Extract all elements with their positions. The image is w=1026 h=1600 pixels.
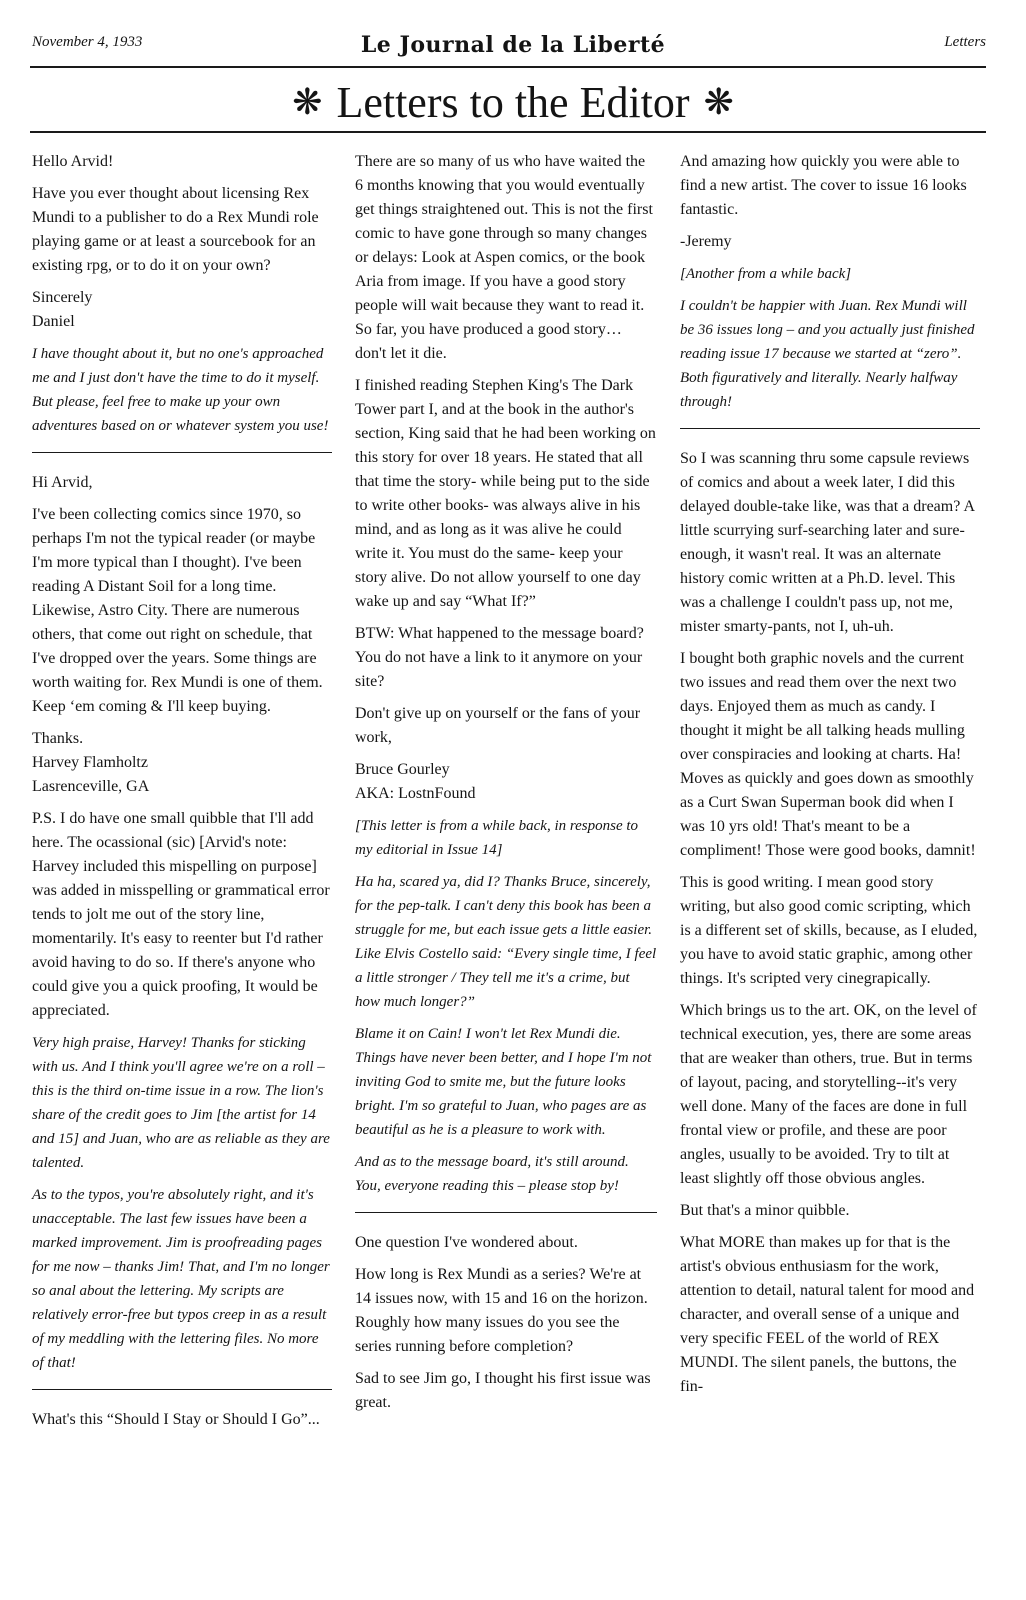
letter-paragraph: BTW: What happened to the message board? You do not have a link to it anymore on your site? <box>355 625 644 690</box>
letter-divider <box>32 1389 332 1390</box>
editor-reply: Blame it on Cain! I won't let Rex Mundi die. Things have never been better, and I hope I'm not inviting God to smite me, but the future looks bright. I'm so grateful to Juan, who pages are as beautiful as he is a pleasure to work with. <box>355 1026 652 1138</box>
letter-paragraph: How long is Rex Mundi as a series? We're at 14 issues now, with 15 and 16 on the horizon. Roughly how many issues do you see the series running before completion? <box>355 1266 648 1355</box>
letter-divider <box>355 1212 657 1213</box>
column-2 <box>355 150 657 1423</box>
letter-paragraph: Bruce Gourley <box>355 761 450 778</box>
letter-paragraph: What MORE than makes up for that is the artist's obvious enthusiasm for the work, attention to detail, natural talent for mood and character, and overall sense of a unique and very specific FEEL of the world of REX MUNDI. The silent panels, the buttons, the fin- <box>680 1234 975 1395</box>
letter-paragraph: Hi Arvid, <box>32 474 93 491</box>
letter-paragraph: There are so many of us who have waited the 6 months knowing that you would eventually get things straightened out. This is not the first comic to have gone through so many changes or delays: Look at Aspen comics, or the book Aria from image. If you have a good story people will wait because they want to read it. So far, you have produced a good story… don't let it die. <box>355 153 653 362</box>
letter-paragraph: This is good writing. I mean good story writing, but also good comic scripting, which is a different set of skills, because, as I eluded, you have to avoid static graphic, among other things. It's scripted very cinegrapically. <box>680 874 978 987</box>
letter-paragraph: What's this “Should I Stay or Should I Go”... <box>32 1411 320 1428</box>
page-title: Letters to the Editor <box>336 77 690 127</box>
section-name: Letters <box>944 34 986 50</box>
editor-reply: Very high praise, Harvey! Thanks for sticking with us. And I think you'll agree we're on a roll – this is the third on-time issue in a row. The lion's share of the credit goes to Jim [the artist for 14 and 15] and Juan, who are as reliable as they are talented. <box>32 1035 330 1171</box>
editor-reply: I couldn't be happier with Juan. Rex Mundi will be 36 issues long – and you actually just finished reading issue 17 because we started at “zero”. Both figuratively and literally. Nearly halfway through! <box>680 298 975 410</box>
letter-paragraph: Daniel <box>32 313 75 330</box>
editor-reply: Ha ha, scared ya, did I? Thanks Bruce, sincerely, for the pep-talk. I can't deny this book has been a struggle for me, but each issue gets a little easier. Like Elvis Costello said: “Every single time, I feel a little stronger / They tell me it's a crime, but how much longer?” <box>355 874 657 1010</box>
masthead <box>0 0 1026 70</box>
page-heading <box>0 72 1026 132</box>
fleuron-right-icon: ❋ <box>703 82 734 122</box>
letter-divider <box>680 428 980 429</box>
letter-paragraph: Have you ever thought about licensing Rex Mundi to a publisher to do a Rex Mundi role playing game or at least a sourcebook for an existing rpg, or to do it on your own? <box>32 185 319 274</box>
masthead-divider <box>30 66 986 68</box>
letter-paragraph: And amazing how quickly you were able to find a new artist. The cover to issue 16 looks fantastic. <box>680 153 967 218</box>
letter-paragraph: Don't give up on yourself or the fans of your work, <box>355 705 641 746</box>
letter-paragraph: Which brings us to the art. OK, on the level of technical execution, yes, there are some areas that are weaker than others, true. But in terms of layout, pacing, and storytelling--it's very well done. Many of the faces are done in full frontal view or profile, and these are poor angles, usually to be avoided. Try to tilt at least slightly off those obvious angles. <box>680 1002 977 1187</box>
letter-paragraph: P.S. I do have one small quibble that I'll add here. The ocassional (sic) [Arvid's note: Harvey included this mispelling on purpose] was added in misspelling or grammatical error tends to jolt me out of the story line, momentarily. It's easy to reenter but I'd rather avoid having to do so. If there's anyone who could give you a quick proofing, It would be appreciated. <box>32 810 330 1019</box>
editor-reply: [This letter is from a while back, in response to my editorial in Issue 14] <box>355 818 639 858</box>
letter-paragraph: One question I've wondered about. <box>355 1234 578 1251</box>
newspaper-name: Le Journal de la Liberté <box>360 32 666 58</box>
issue-date: November 4, 1933 <box>32 34 143 50</box>
letter-paragraph: I bought both graphic novels and the current two issues and read them over the next two days. Enjoyed them as much as candy. I thought it might be all talking heads mulling over conspiracies and looking at charts. Ha! Moves as quickly and goes down as smoothly as a Curt Swan Superman book did when I was 10 yrs old! That's meant to be a compliment! Those were good books, damnit! <box>680 650 976 859</box>
editor-reply: [Another from a while back] <box>680 266 852 282</box>
letter-paragraph: But that's a minor quibble. <box>680 1202 850 1219</box>
editor-reply: I have thought about it, but no one's approached me and I just don't have the time to do it myself. But please, feel free to make up your own adventures based on or whatever system you use! <box>32 346 329 434</box>
letter-paragraph: I finished reading Stephen King's The Dark Tower part I, and at the book in the author's section, King said that he had been working on this story for over 18 years. He stated that all that time the story- while being put to the side to write other books- was always alive in his mind, and as long as it was alive he could write it. You must do the same- keep your story alive. Do not allow yourself to one day wake up and say “What If?” <box>355 377 656 610</box>
letter-paragraph: Sad to see Jim go, I thought his first issue was great. <box>355 1370 651 1411</box>
editor-reply: And as to the message board, it's still around. You, everyone reading this – please stop by! <box>355 1154 629 1194</box>
column-3 <box>680 150 980 1407</box>
letter-paragraph: Lasrenceville, GA <box>32 778 150 795</box>
letter-paragraph: Hello Arvid! <box>32 153 114 170</box>
letter-paragraph: Sincerely <box>32 289 93 306</box>
title-divider <box>30 131 986 133</box>
column-1 <box>32 150 332 1440</box>
letter-divider <box>32 452 332 453</box>
letter-paragraph: Harvey Flamholtz <box>32 754 148 771</box>
letter-paragraph: AKA: LostnFound <box>355 785 476 802</box>
editor-reply: As to the typos, you're absolutely right, and it's unacceptable. The last few issues have been a marked improvement. Jim is proofreading pages for me now – thanks Jim! That, and I'm no longer so anal about the lettering. My scripts are relatively error-free but typos creep in as a result of my meddling with the lettering files. No more of that! <box>32 1187 330 1371</box>
letter-paragraph: Thanks. <box>32 730 84 747</box>
letter-paragraph: I've been collecting comics since 1970, so perhaps I'm not the typical reader (or maybe I'm more typical than I thought). I've been reading A Distant Soil for a long time. Likewise, Astro City. There are numerous others, that come out right on schedule, that I've dropped over the years. Some things are worth waiting for. Rex Mundi is one of them. Keep ‘em coming & I'll keep buying. <box>32 506 323 715</box>
letter-paragraph: -Jeremy <box>680 233 732 250</box>
letter-paragraph: So I was scanning thru some capsule reviews of comics and about a week later, I did this delayed double-take like, was that a dream? A little scurrying surf-searching later and sure-enough, it wasn't real. It was an alternate history comic written at a Ph.D. level. This was a challenge I couldn't pass up, not me, mister smarty-pants, not I, uh-uh. <box>680 450 975 635</box>
fleuron-left-icon: ❋ <box>292 82 323 122</box>
